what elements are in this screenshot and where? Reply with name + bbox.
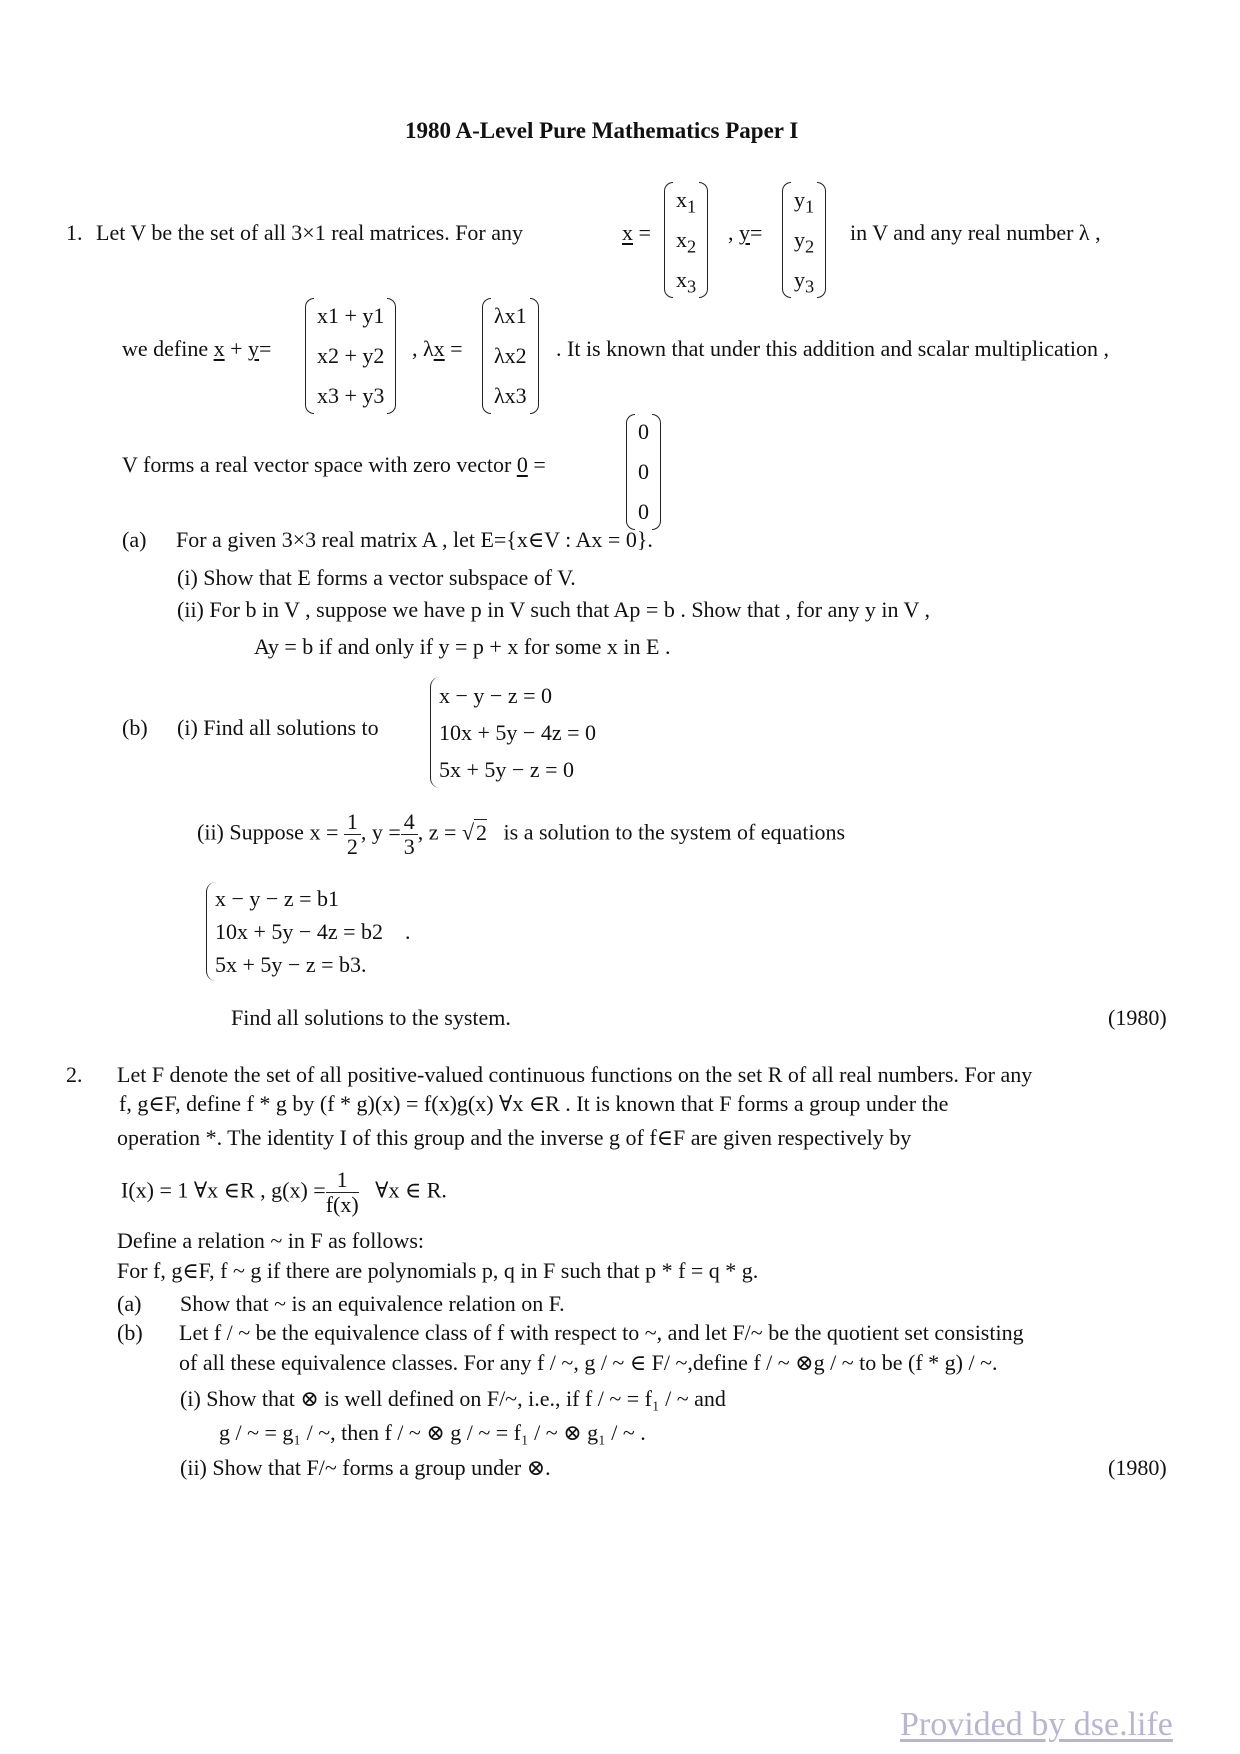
q1a-text: For a given 3×3 real matrix A , let E={x∈V : Ax = 0}.: [176, 527, 653, 552]
q2-line5: Define a relation ~ in F as follows:: [117, 1228, 425, 1253]
q1-lambda-vector: λx1 λx2 λx3: [482, 296, 539, 416]
page-title: 1980 A-Level Pure Mathematics Paper I: [405, 118, 799, 143]
q2-year: (1980): [1108, 1455, 1167, 1480]
q1-intro-a: Let V be the set of all 3×1 real matrices. For any: [96, 220, 524, 245]
q2-line1: Let F denote the set of all positive-valued continuous functions on the set R of all real numbers. For any: [117, 1062, 1033, 1087]
q1b-ii-system: x − y − z = b1 10x + 5y − 4z = b2 . 5x + 5y − z = b3.: [206, 882, 411, 981]
q1a-i: (i) Show that E forms a vector subspace of V.: [177, 565, 576, 590]
q1-zero-text: V forms a real vector space with zero vector 0 =: [122, 452, 546, 477]
q2-number: 2.: [66, 1062, 83, 1087]
q1-year: (1980): [1108, 1005, 1167, 1030]
q1b-system: x − y − z = 0 10x + 5y − 4z = 0 5x + 5y − z = 0: [430, 677, 596, 788]
q1-x-vector: $x_1$ $x_2$ $x_3$: [664, 180, 708, 300]
q1b-label: (b): [122, 715, 148, 740]
q2a-text: Show that ~ is an equivalence relation on F.: [180, 1291, 565, 1316]
q1-intro-b: in V and any real number λ ,: [850, 220, 1101, 245]
q2b-line1: Let f / ~ be the equivalence class of f with respect to ~, and let F/~ be the quotient set consisting: [179, 1320, 1024, 1345]
q2b-i-line1: (i) Show that ⊗ is well defined on F/~, i.e., if f / ~ = f₁ / ~ and: [180, 1386, 726, 1411]
q2a-label: (a): [117, 1291, 142, 1316]
q2-line4: I(x) = 1 ∀x ∈R , g(x) = $\frac{1}{f(x)}$ ∀x ∈ R.: [121, 1167, 447, 1217]
q1-x-def: x =: [622, 220, 651, 245]
q1-lambda-def: , λx =: [412, 336, 463, 361]
q2b-line2: of all these equivalence classes. For any f / ~, g / ~ ∈ F/ ~,define f / ~ ⊗g / ~ to be (f * g) / ~.: [179, 1350, 998, 1375]
q1-find: Find all solutions to the system.: [231, 1005, 511, 1030]
q1-define-label: we define x + y=: [122, 336, 272, 361]
q2b-i-line2: g / ~ = g₁ / ~, then f / ~ ⊗ g / ~ = f₁ / ~ ⊗ g₁ / ~ .: [219, 1420, 646, 1445]
q2b-label: (b): [117, 1320, 143, 1345]
q1-number: 1.: [66, 220, 83, 245]
q1b-i: (i) Find all solutions to: [177, 715, 379, 740]
q2-line2: f, g∈F, define f * g by (f * g)(x) = f(x)g(x) ∀x ∈R . It is known that F forms a group under the: [119, 1091, 949, 1116]
q1-known-text: . It is known that under this addition and scalar multiplication ,: [556, 336, 1109, 361]
q1a-ii: (ii) For b in V , suppose we have p in V such that Ap = b . Show that , for any y in V ,: [177, 597, 931, 622]
q1-y-def: , y=: [728, 220, 763, 245]
q1a-ii-cont: Ay = b if and only if y = p + x for some x in E .: [254, 634, 671, 659]
q1a-label: (a): [122, 527, 147, 552]
q1-y-vector: $y_1$ $y_2$ $y_3$: [782, 180, 826, 300]
q2-line6: For f, g∈F, f ~ g if there are polynomials p, q in F such that p * f = q * g.: [117, 1258, 759, 1283]
q2b-ii: (ii) Show that F/~ forms a group under ⊗.: [180, 1455, 551, 1480]
q1-zero-vector: 0 0 0: [626, 412, 661, 532]
q1-sum-vector: x1 + y1 x2 + y2 x3 + y3: [305, 296, 396, 416]
watermark: Provided by dse.life: [900, 1706, 1173, 1743]
q1b-ii: (ii) Suppose x = $\frac{1}{2}$ , y = $\frac{4}{3}$ , z = √2 is a solution to the system of equations: [197, 809, 846, 859]
q2-line3: operation *. The identity I of this group and the inverse g of f∈F are given respectively by: [117, 1125, 912, 1150]
